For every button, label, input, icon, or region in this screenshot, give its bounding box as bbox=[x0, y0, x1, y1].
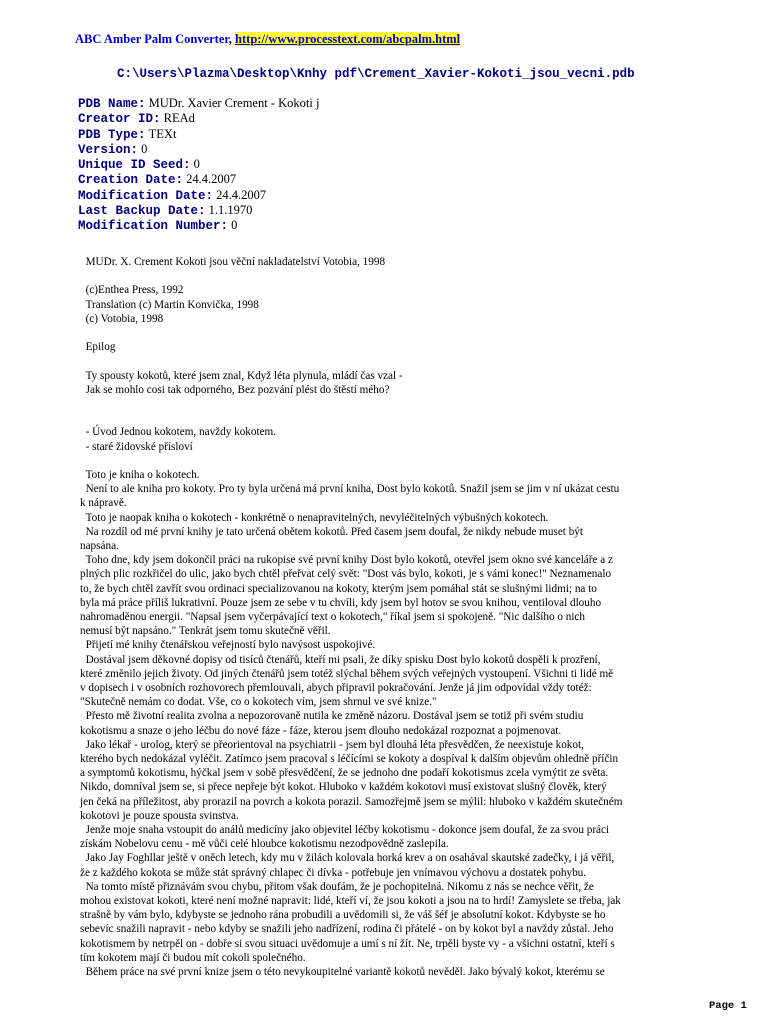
text-line: v dopisech i v osobních rozhovorech přemlouvali, abych připravil pokračování. Jenže já jim odpovídal vždy totéž: bbox=[80, 682, 592, 694]
text-line: byla má práce příliš lukrativní. Pouze jsem ze sebe v tu chvíli, kdy jsem byl hotov se svou knihou, ventiloval dlouho bbox=[80, 596, 602, 609]
poem-line: Jak se mohlo cosi tak odporného, Bez pozvání plést do štěstí mého? bbox=[80, 383, 390, 396]
metadata-row bbox=[78, 96, 319, 111]
metadata-row bbox=[78, 127, 319, 142]
text-line: mohou existovat kokoti, které není možné napravit: lidé, kteří ví, že jsou kokoti a jsou na to hrdí! Zamyslete se třeba, jak bbox=[80, 895, 621, 908]
text-line: Na rozdíl od mé první knihy je tato určená obětem kokotů. Před časem jsem doufal, že nikdy nebude muset být bbox=[80, 525, 583, 538]
metadata-value: 1.1.1970 bbox=[208, 203, 253, 218]
metadata-key: Creator ID: bbox=[78, 112, 161, 127]
converter-name: ABC Amber Palm Converter, bbox=[75, 32, 232, 46]
epilog-heading: Epilog bbox=[80, 341, 116, 354]
metadata-value: REAd bbox=[163, 111, 195, 126]
text-line: k nápravě. bbox=[80, 497, 127, 510]
poem-line: Ty spousty kokotů, které jsem znal, Když léta plynula, mládí čas vzal - bbox=[80, 369, 403, 382]
metadata-row bbox=[78, 111, 319, 126]
text-line: Nikdo, domníval jsem se, si přece nepřeje být kokot. Hluboko v každém kokotovi musí existovat slušný člověk, který bbox=[80, 781, 607, 794]
metadata-key: Modification Number: bbox=[78, 219, 229, 234]
metadata-key: PDB Type: bbox=[78, 127, 146, 142]
credit-line: (c) Votobia, 1998 bbox=[80, 312, 164, 325]
text-line: že z každého kokota se může stát správný chlapec či dívka - potřebuje jen vnímavou výchovu a dostatek pohybu. bbox=[80, 866, 587, 879]
text-line: které změnilo jejich životy. Od jiných čtenářů jsem totéž slýchal během svých veřejných vystoupení. Všichni ti lidé mě bbox=[80, 667, 614, 680]
page-number: Page 1 bbox=[709, 1000, 747, 1012]
text-line: Jako lékař - urolog, který se přeorientoval na psychiatrii - jsem byl dlouhá léta přesvědčen, že neexistuje kokot, bbox=[80, 738, 584, 751]
text-line: "Skutečně nemám co dodat. Vše, co o kokotech vím, jsem shrnul ve své knize." bbox=[80, 696, 437, 709]
metadata-row bbox=[78, 218, 319, 233]
metadata-value: TEXt bbox=[148, 126, 177, 141]
metadata-value: 24.4.2007 bbox=[186, 172, 237, 187]
metadata-row bbox=[78, 157, 319, 172]
metadata-key: Version: bbox=[78, 142, 139, 157]
text-line: Toto je kniha o kokotech. bbox=[80, 468, 200, 481]
text-line: Jako Jay Foghllar ještě v oněch letech, kdy mu v žilách kolovala horká krev a on osahával skautské zadečky, i já věřil, bbox=[80, 852, 615, 865]
credit-line: (c)Enthea Press, 1992 bbox=[80, 284, 184, 297]
credit-line: Translation (c) Martin Konvička, 1998 bbox=[80, 298, 259, 311]
metadata-value: 0 bbox=[193, 157, 200, 172]
converter-credit bbox=[75, 32, 460, 47]
text-line: plných plic rozkřičel do ulic, jako bych chtěl přeřvat celý svět: "Dost vás bylo, kokoti, je s vámi konec!" Neznamenalo bbox=[80, 568, 612, 581]
text-line: nahromaděnou energii. "Napsal jsem vyčerpávající text o kokotech," říkal jsem si spokojeně. "Nic dalšího o nich bbox=[80, 610, 585, 623]
metadata-key: Modification Date: bbox=[78, 188, 214, 203]
text-line: tím kokotem mají či budou mít cokoli společného. bbox=[80, 951, 306, 964]
text-line: kokotismu a snaze o jeho léčbu do nové fáze - fáze, kterou jsem dlouho nedokázal rozpoznat a pojmenovat. bbox=[80, 724, 562, 737]
text-line: Na tomto místě přiznávám svou chybu, přitom však doufám, že je pochopitelná. Nikomu z nás se nechce věřit, že bbox=[80, 880, 594, 893]
metadata-row bbox=[78, 172, 319, 187]
text-line: získám Nobelovu cenu - mě vůči celé hloubce kokotismu nezodpovědně zaslepila. bbox=[80, 838, 449, 851]
pdb-metadata bbox=[78, 96, 319, 234]
metadata-key: Creation Date: bbox=[78, 173, 184, 188]
metadata-row bbox=[78, 188, 319, 203]
text-line: sebevíc snažili napravit - nebo kdyby se snažili jeho nadřízení, rodina či přátelé - on by kokot byl a navždy zůstal. Jeho bbox=[80, 923, 614, 936]
text-line: napsána. bbox=[80, 539, 119, 552]
text-line: strašně by vám bylo, kdybyste se jednoho rána probudili a uvědomili si, že váš šéf je absolutní kokot. Kdybyste se ho bbox=[80, 909, 606, 922]
main-text bbox=[80, 468, 730, 979]
metadata-key: Last Backup Date: bbox=[78, 204, 206, 219]
text-line: Toho dne, kdy jsem dokončil práci na rukopise své první knihy Dost bylo kokotů, otevřel jsem okno své kanceláře a z bbox=[80, 554, 613, 567]
text-line: to, že bych chtěl zavřít svou ordinaci specializovanou na kokoty, kterým jsem pomáhal stát se slušnými lidmi; na to bbox=[80, 582, 597, 595]
text-line: Jenže moje snaha vstoupit do análů medicíny jako objevitel léčby kokotismu - dokonce jsem doufal, že za svou práci bbox=[80, 824, 610, 837]
metadata-value: 0 bbox=[141, 141, 148, 156]
metadata-value: 0 bbox=[231, 218, 238, 233]
document-body bbox=[80, 255, 730, 979]
text-line: Dostával jsem děkovné dopisy od tisíců čtenářů, kteří mi psali, že díky spisku Dost bylo kokotů dospěli k prozření, bbox=[80, 653, 601, 666]
motto-line: - Úvod Jednou kokotem, navždy kokotem. bbox=[80, 426, 277, 439]
text-line: a symptomů kokotismu, hýčkal jsem v sobě přesvědčení, že se jednoho dne podaří kokotismus zcela vymýtit ze světa. bbox=[80, 767, 609, 780]
text-line: Během práce na své první knize jsem o této nevykoupitelné variantě kokotů nevěděl. Jako bývalý kokot, kterému se bbox=[80, 966, 605, 979]
text-line: kokotismem by netrpěl on - dobře si svou situaci uvědomuje a umí s ní žít. Ne, trpěli byste vy - a všichni ostatní, kteří s bbox=[80, 937, 615, 950]
credits bbox=[80, 283, 730, 326]
text-line: kterého bych nedokázal vyléčit. Zatímco jsem pracoval s léčícími se kokoty a dospíval k dalším objevům ohledně příčin bbox=[80, 753, 619, 766]
poem bbox=[80, 369, 730, 397]
text-line: Přijetí mé knihy čtenářskou veřejností bylo navýsost uspokojivé. bbox=[80, 639, 376, 652]
metadata-value: 24.4.2007 bbox=[216, 187, 267, 202]
text-line: Toto je naopak kniha o kokotech - konkrétně o nenapravitelných, nevyléčitelných výbušných kokotech. bbox=[80, 511, 549, 524]
title-line: MUDr. X. Crement Kokoti jsou věční nakladatelství Votobia, 1998 bbox=[80, 256, 386, 268]
text-line: Přesto mě životní realita zvolna a nepozorovaně nutila ke změně názoru. Dostával jsem se totiž při svém studiu bbox=[80, 710, 584, 723]
metadata-key: PDB Name: bbox=[78, 97, 146, 111]
metadata-row bbox=[78, 203, 319, 218]
converter-link[interactable]: http://www.processtext.com/abcpalm.html bbox=[235, 32, 461, 46]
text-line: nemusí být napsáno." Tenkrát jsem tomu skutečně věřil. bbox=[80, 625, 331, 638]
text-line: Není to ale kniha pro kokoty. Pro ty byla určená má první kniha, Dost bylo kokotů. Snažil jsem se jim v ní ukázat cestu bbox=[80, 483, 620, 496]
metadata-value: MUDr. Xavier Crement - Kokoti j bbox=[148, 96, 320, 110]
motto bbox=[80, 425, 730, 453]
text-line: kokotovi je pouze spousta svinstva. bbox=[80, 809, 239, 822]
motto-line: - staré židovské přísloví bbox=[80, 440, 193, 453]
metadata-row bbox=[78, 142, 319, 157]
file-path: C:\Users\Plazma\Desktop\Knhy pdf\Crement_Xavier-Kokoti_jsou_vecni.pdb bbox=[117, 67, 635, 81]
text-line: jen čeká na příležitost, aby prorazil na povrch a kokota porazil. Samozřejmě jsem se mýlil: hluboko v každém skutečném bbox=[80, 795, 623, 808]
metadata-key: Unique ID Seed: bbox=[78, 158, 191, 173]
